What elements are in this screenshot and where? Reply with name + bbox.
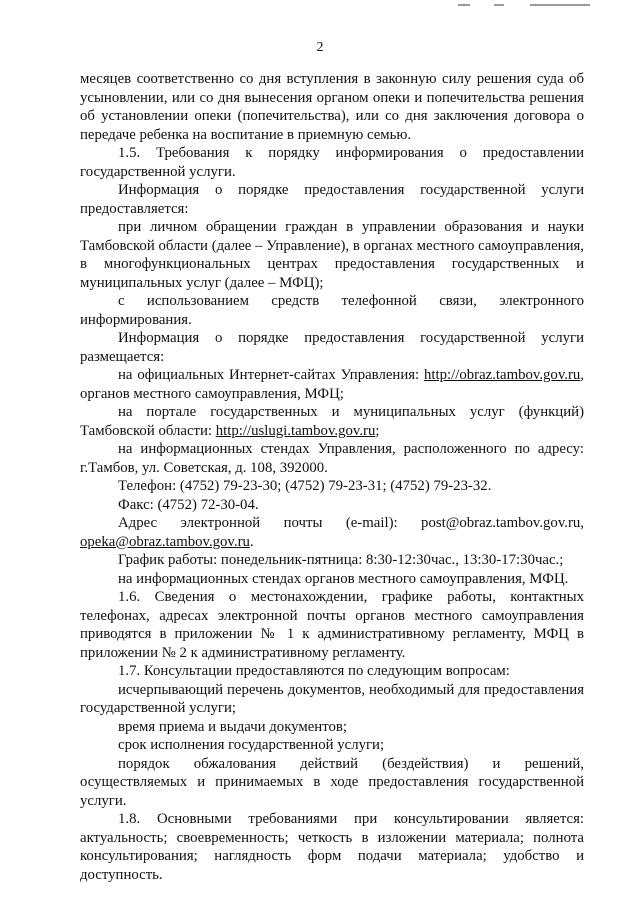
scan-artifact: [530, 4, 590, 6]
portal-link[interactable]: http://uslugi.tambov.gov.ru: [215, 422, 376, 439]
paragraph: Информация о порядке предоставления государственной услуги размещается:: [80, 330, 584, 365]
scan-artifact: [458, 4, 470, 6]
scan-artifact: [494, 4, 504, 6]
list-item: срок исполнения государственной услуги;: [118, 737, 385, 753]
page-number: 2: [316, 40, 324, 55]
list-item: [80, 366, 584, 403]
list-item: время приема и выдачи документов;: [118, 718, 347, 735]
contact-fax: Факс: (4752) 72-30-04.: [118, 496, 259, 513]
contact-phone: Телефон: (4752) 79-23-30; (4752) 79-23-31; (4752) 79-23-32.: [118, 478, 492, 494]
paragraph: Информация о порядке предоставления государственной услуги предоставляется:: [80, 182, 584, 217]
paragraph: 1.7. Консультации предоставляются по следующим вопросам:: [118, 663, 510, 679]
text-span: , органов местного самоуправления, МФЦ;: [80, 367, 584, 402]
text-span: на официальных Интернет-сайтах Управления:: [118, 367, 424, 383]
text-span: ;: [375, 422, 380, 439]
list-item: на информационных стендах органов местного самоуправления, МФЦ.: [118, 570, 569, 587]
list-item: на информационных стендах Управления, расположенного по адресу: г.Тамбов, ул. Советская, д. 108, 392000.: [80, 441, 584, 476]
list-item: [80, 403, 584, 440]
section-heading: 1.5. Требования к порядку информирования о предоставлении государственной услуги.: [80, 145, 584, 180]
list-item: порядок обжалования действий (бездействия) и решений, осуществляемых и принимаемых в ходе предоставления государственной услуги.: [80, 755, 584, 809]
paragraph: месяцев соответственно со дня вступления в законную силу решения суда об усыновлении, или со дня вынесения органом опеки и попечительства решения об установлении опеки (попечительства), или со дня заключения договора о передаче ребенка на воспитание в приемную семью.: [80, 71, 584, 143]
contact-email: [80, 514, 584, 551]
paragraph: 1.6. Сведения о местонахождении, графике работы, контактных телефонах, адресах электронной почты органов местного самоуправления приводятся в приложении № 1 к административному регламенту, МФЦ в приложении № 2 к административному регламенту.: [80, 589, 584, 661]
paragraph: 1.8. Основными требованиями при консультировании является: актуальность; своевременность; четкость в изложении материала; полнота консультирования; наглядность форм подачи материала; удобство и доступность.: [80, 811, 584, 883]
text-span: на портале государственных и муниципальных услуг (функций) Тамбовской области:: [80, 404, 584, 439]
work-schedule: График работы: понедельник-пятница: 8:30-12:30час., 13:30-17:30час.;: [118, 552, 564, 568]
list-item: при личном обращении граждан в управлении образования и науки Тамбовской области (далее – Управление), в органах местного самоуправления, в многофункциональных центрах предоставления государственных и муниципальных услуг (далее – МФЦ);: [80, 219, 584, 291]
list-item: исчерпывающий перечень документов, необходимый для предоставления государственной услуги;: [80, 681, 584, 716]
document-body: [80, 70, 584, 884]
list-item: с использованием средств телефонной связи, электронного информирования.: [80, 293, 584, 328]
website-link[interactable]: http://obraz.tambov.gov.ru: [424, 367, 581, 383]
email-link[interactable]: opeka@obraz.tambov.gov.ru: [80, 533, 250, 550]
text-span: .: [249, 533, 254, 550]
text-span: Адрес электронной почты (e-mail): post@obraz.tambov.gov.ru,: [118, 515, 584, 531]
